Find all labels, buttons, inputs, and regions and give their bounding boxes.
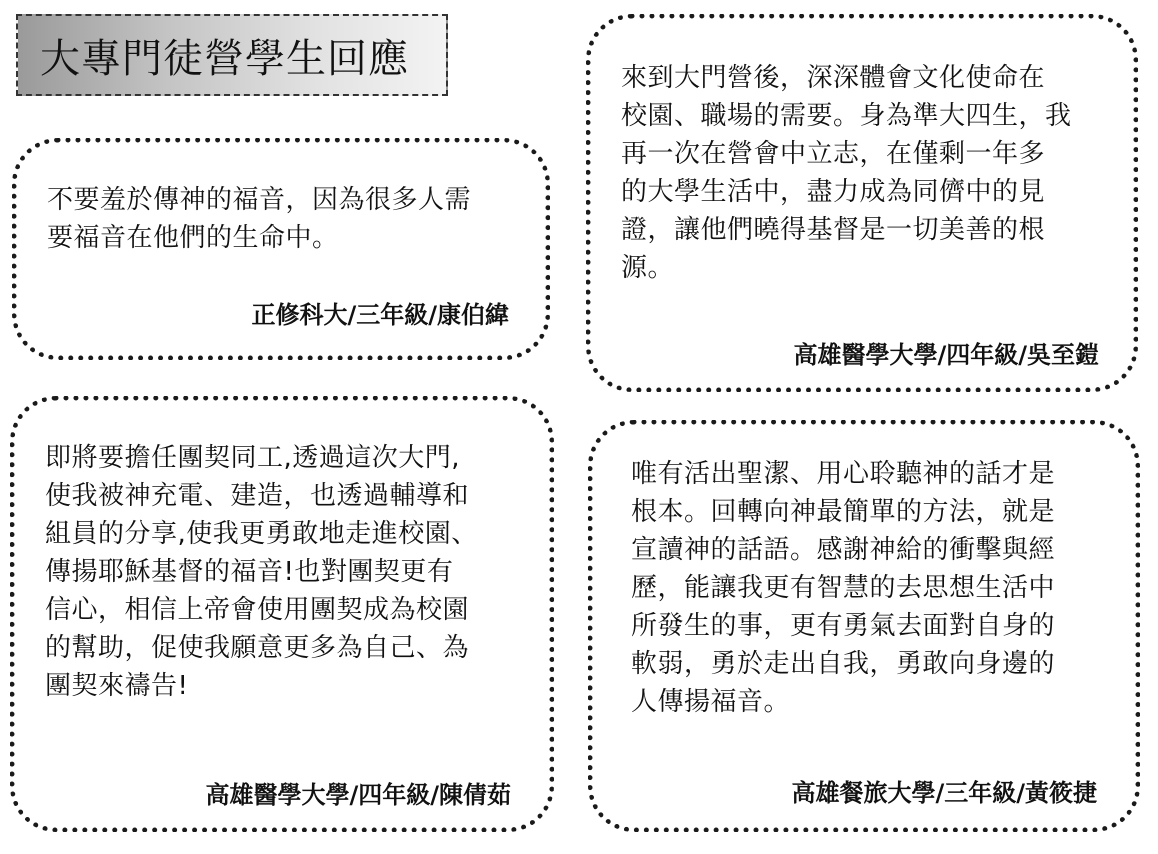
testimony-text: [45, 439, 478, 705]
testimony-card-1: [12, 138, 550, 360]
testimony-line: 使我被神充電、建造，也透過輔導和: [45, 481, 470, 511]
testimony-line: 要福音在他們的生命中。: [47, 223, 339, 253]
testimony-line: 的幫助，促使我願意更多為自己、為: [45, 633, 470, 663]
testimony-line: 不要羞於傳神的福音，因為很多人需: [47, 185, 472, 215]
testimony-text: [621, 59, 1072, 287]
testimony-line: 軟弱，勇於走出自我，勇敢向身邊的: [631, 649, 1056, 679]
testimony-line: 人傳揚福音。: [631, 687, 791, 717]
testimony-line: 所發生的事，更有勇氣去面對自身的: [631, 611, 1056, 641]
testimony-author: 高雄餐旅大學/三年級/黃筱捷: [791, 779, 1097, 807]
testimony-line: 根本。回轉向神最簡單的方法，就是: [631, 497, 1056, 527]
testimony-line: 團契來禱告!: [45, 671, 189, 701]
testimony-line: 傳揚耶穌基督的福音!也對團契更有: [45, 557, 454, 587]
testimony-line: 來到大門營後，深深體會文化使命在: [621, 63, 1046, 93]
testimony-line: 組員的分享,使我更勇敢地走進校園、: [45, 519, 478, 549]
testimony-author: 正修科大/三年級/康伯緯: [251, 301, 509, 329]
testimony-author: 高雄醫學大學/四年級/陳倩茹: [205, 781, 511, 809]
testimony-card-2: [586, 14, 1138, 392]
testimony-line: 再一次在營會中立志，在僅剩一年多: [621, 139, 1046, 169]
testimony-line: 校園、職場的需要。身為準大四生，我: [621, 101, 1072, 131]
testimony-line: 證，讓他們曉得基督是一切美善的根: [621, 215, 1046, 245]
testimony-text: [631, 455, 1055, 721]
testimony-card-4: [588, 420, 1140, 832]
testimony-card-3: [10, 396, 554, 832]
testimony-line: 源。: [621, 253, 675, 283]
testimony-line: 信心，相信上帝會使用團契成為校園: [45, 595, 470, 625]
testimony-line: 唯有活出聖潔、用心聆聽神的話才是: [631, 459, 1056, 489]
page-title: 大專門徒營學生回應: [40, 35, 409, 82]
testimony-text: [47, 181, 471, 257]
testimony-line: 的大學生活中，盡力成為同儕中的見: [621, 177, 1046, 207]
page-title-banner: [16, 14, 448, 96]
testimony-author: 高雄醫學大學/四年級/吳至鎧: [793, 341, 1099, 369]
testimony-line: 歷，能讓我更有智慧的去思想生活中: [631, 573, 1056, 603]
testimony-line: 宣讀神的話語。感謝神給的衝擊與經: [631, 535, 1056, 565]
testimony-line: 即將要擔任團契同工,透過這次大門,: [45, 443, 461, 473]
